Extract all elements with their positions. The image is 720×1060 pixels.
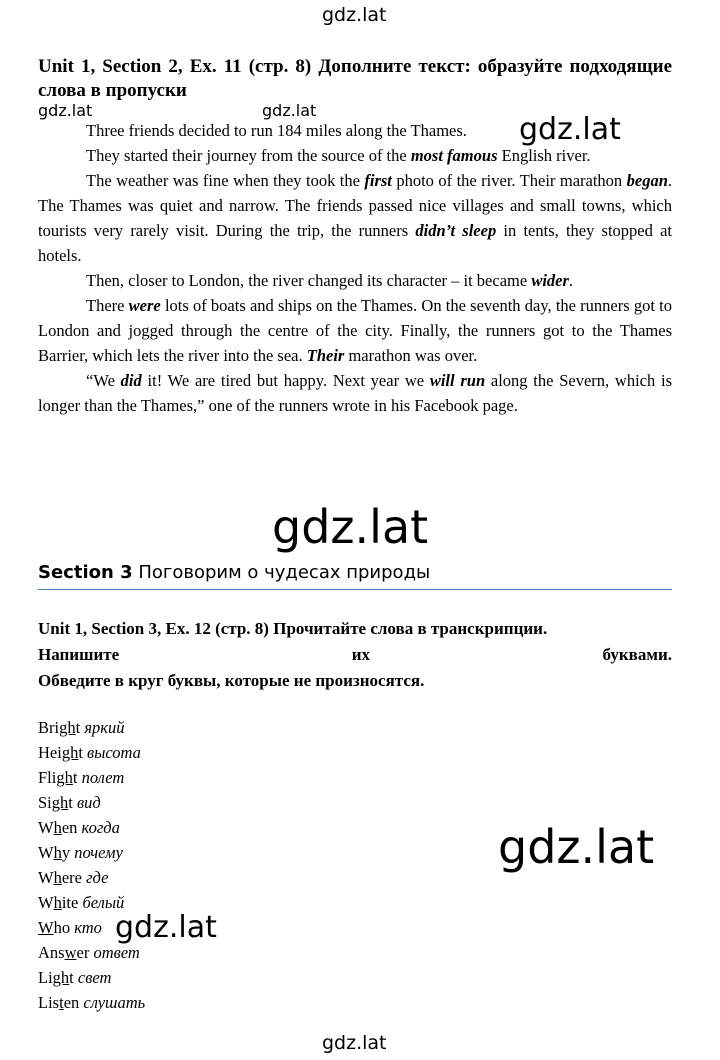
silent-letters: w <box>64 943 77 962</box>
exercise-12-title <box>38 616 672 694</box>
text-fragment: English river. <box>497 146 591 165</box>
word-suffix: y <box>61 843 71 862</box>
text-fragment: photo of the river. Their marathon <box>391 171 627 190</box>
filled-answer: most famous <box>410 146 498 165</box>
word-translation: высота <box>87 743 141 762</box>
word-suffix: ere <box>61 868 82 887</box>
word-translation: слушать <box>83 993 146 1012</box>
word-prefix: Lis <box>38 993 60 1012</box>
filled-answer: will run <box>429 371 486 390</box>
text-fragment: There <box>86 296 129 315</box>
paragraph <box>38 368 672 418</box>
silent-letters: W <box>38 918 54 937</box>
silent-letters: gh <box>52 968 70 987</box>
word-translation: где <box>86 868 109 887</box>
text-fragment: They started their journey from the source of the <box>86 146 411 165</box>
text-fragment: The weather was fine when they took the <box>86 171 365 190</box>
exercise-12-instruction-1: Прочитайте слова в транскрипции. <box>273 619 548 638</box>
exercise-11-text <box>38 118 672 418</box>
silent-letters: t <box>59 993 64 1012</box>
word-item <box>38 840 145 865</box>
exercise-11-heading: Unit 1, Section 2, Ex. 11 (стр. 8) <box>38 56 312 77</box>
silent-letters: gh <box>59 718 76 737</box>
word-translation: свет <box>77 968 112 987</box>
filled-answer: first <box>364 171 392 190</box>
text-fragment: . The Thames was quiet and narrow. The friends passed nice villages and small towns, which tourists very rarely visit. During the trip, the runners <box>38 171 672 240</box>
word-translation: вид <box>76 793 101 812</box>
silent-letters: gh <box>61 743 79 762</box>
section-3-label: Section 3 <box>38 562 133 583</box>
word-item <box>38 740 145 765</box>
paragraph <box>38 293 672 368</box>
word-suffix: ite <box>61 893 79 912</box>
word-item <box>38 715 145 740</box>
watermark-small-1: gdz.lat <box>38 101 93 120</box>
word-suffix: en <box>61 818 78 837</box>
word-prefix: Li <box>38 968 53 987</box>
word-suffix: t <box>72 768 78 787</box>
word-prefix: W <box>38 843 54 862</box>
text-fragment: . <box>568 271 574 290</box>
word-prefix: W <box>38 818 54 837</box>
watermark-bold-1: gdz.lat <box>519 112 621 147</box>
word-translation: когда <box>81 818 120 837</box>
word-prefix: W <box>38 893 54 912</box>
exercise-11-title <box>38 55 672 103</box>
text-fragment: in tents, they stopped at hotels. <box>38 221 672 265</box>
word-item <box>38 865 145 890</box>
word-item <box>38 965 145 990</box>
watermark-bold-2: gdz.lat <box>115 910 217 945</box>
word-prefix: Ans <box>38 943 65 962</box>
word-prefix: Hei <box>38 743 62 762</box>
watermark-small-2: gdz.lat <box>262 101 317 120</box>
text-fragment: Three friends decided to run 184 miles along the Thames. <box>86 121 467 140</box>
word-suffix: t <box>68 793 73 812</box>
word-translation: яркий <box>84 718 125 737</box>
paragraph <box>38 268 672 293</box>
filled-answer: began <box>626 171 668 190</box>
exercise-11-instruction: Дополните текст: образуйте подходящие слова в пропуски <box>38 56 672 101</box>
paragraph <box>38 168 672 268</box>
word-translation: ответ <box>93 943 140 962</box>
instruction-word: буквами. <box>602 645 672 664</box>
word-suffix: en <box>63 993 80 1012</box>
silent-letters: h <box>53 893 62 912</box>
silent-letters: h <box>53 843 62 862</box>
watermark-center: gdz.lat <box>272 500 429 554</box>
silent-letters: gh <box>56 768 73 787</box>
text-fragment: “We <box>86 371 121 390</box>
section-3-title: Поговорим о чудесах природы <box>138 562 431 583</box>
silent-letters: h <box>53 818 62 837</box>
word-prefix: Si <box>38 793 52 812</box>
word-translation: полет <box>81 768 125 787</box>
watermark-top: gdz.lat <box>322 4 387 26</box>
word-suffix: ho <box>53 918 71 937</box>
word-item <box>38 790 145 815</box>
word-translation: кто <box>74 918 102 937</box>
text-fragment: lots of boats and ships on the Thames. On the seventh day, the runners got to London and jogged through the centre of the city. Finally, the runners got to the Thames Barrier, which lets the river into the sea. <box>38 296 672 365</box>
text-fragment: along the Severn, which is longer than the Thames,” one of the runners wrote in his Facebook page. <box>38 371 672 415</box>
filled-answer: did <box>120 371 142 390</box>
exercise-12-instruction-3: Обведите в круг буквы, которые не произносятся. <box>38 671 425 690</box>
word-suffix: er <box>76 943 90 962</box>
filled-answer: Their <box>306 346 345 365</box>
filled-answer: were <box>128 296 161 315</box>
word-prefix: Bri <box>38 718 60 737</box>
exercise-12-heading: Unit 1, Section 3, Ex. 12 (стр. 8) <box>38 619 269 638</box>
word-item <box>38 815 145 840</box>
instruction-word: их <box>351 645 370 664</box>
word-suffix: t <box>75 718 81 737</box>
word-translation: почему <box>74 843 123 862</box>
word-list <box>38 715 145 1015</box>
watermark-bottom: gdz.lat <box>322 1032 387 1054</box>
text-fragment: marathon was over. <box>344 346 478 365</box>
word-suffix: t <box>78 743 83 762</box>
filled-answer: wider <box>531 271 569 290</box>
word-suffix: t <box>69 968 74 987</box>
word-prefix: W <box>38 868 54 887</box>
text-fragment: it! We are tired but happy. Next year we <box>141 371 430 390</box>
text-fragment: Then, closer to London, the river changed its character – it became <box>86 271 532 290</box>
instruction-word: Напишите <box>38 645 120 664</box>
word-prefix: Fli <box>38 768 57 787</box>
section-3-header <box>38 562 672 590</box>
word-translation: белый <box>82 893 125 912</box>
silent-letters: gh <box>51 793 69 812</box>
silent-letters: h <box>53 868 62 887</box>
filled-answer: didn’t sleep <box>415 221 497 240</box>
word-item <box>38 765 145 790</box>
watermark-right: gdz.lat <box>498 820 655 874</box>
exercise-12-instruction-2 <box>38 642 672 668</box>
word-item <box>38 990 145 1015</box>
